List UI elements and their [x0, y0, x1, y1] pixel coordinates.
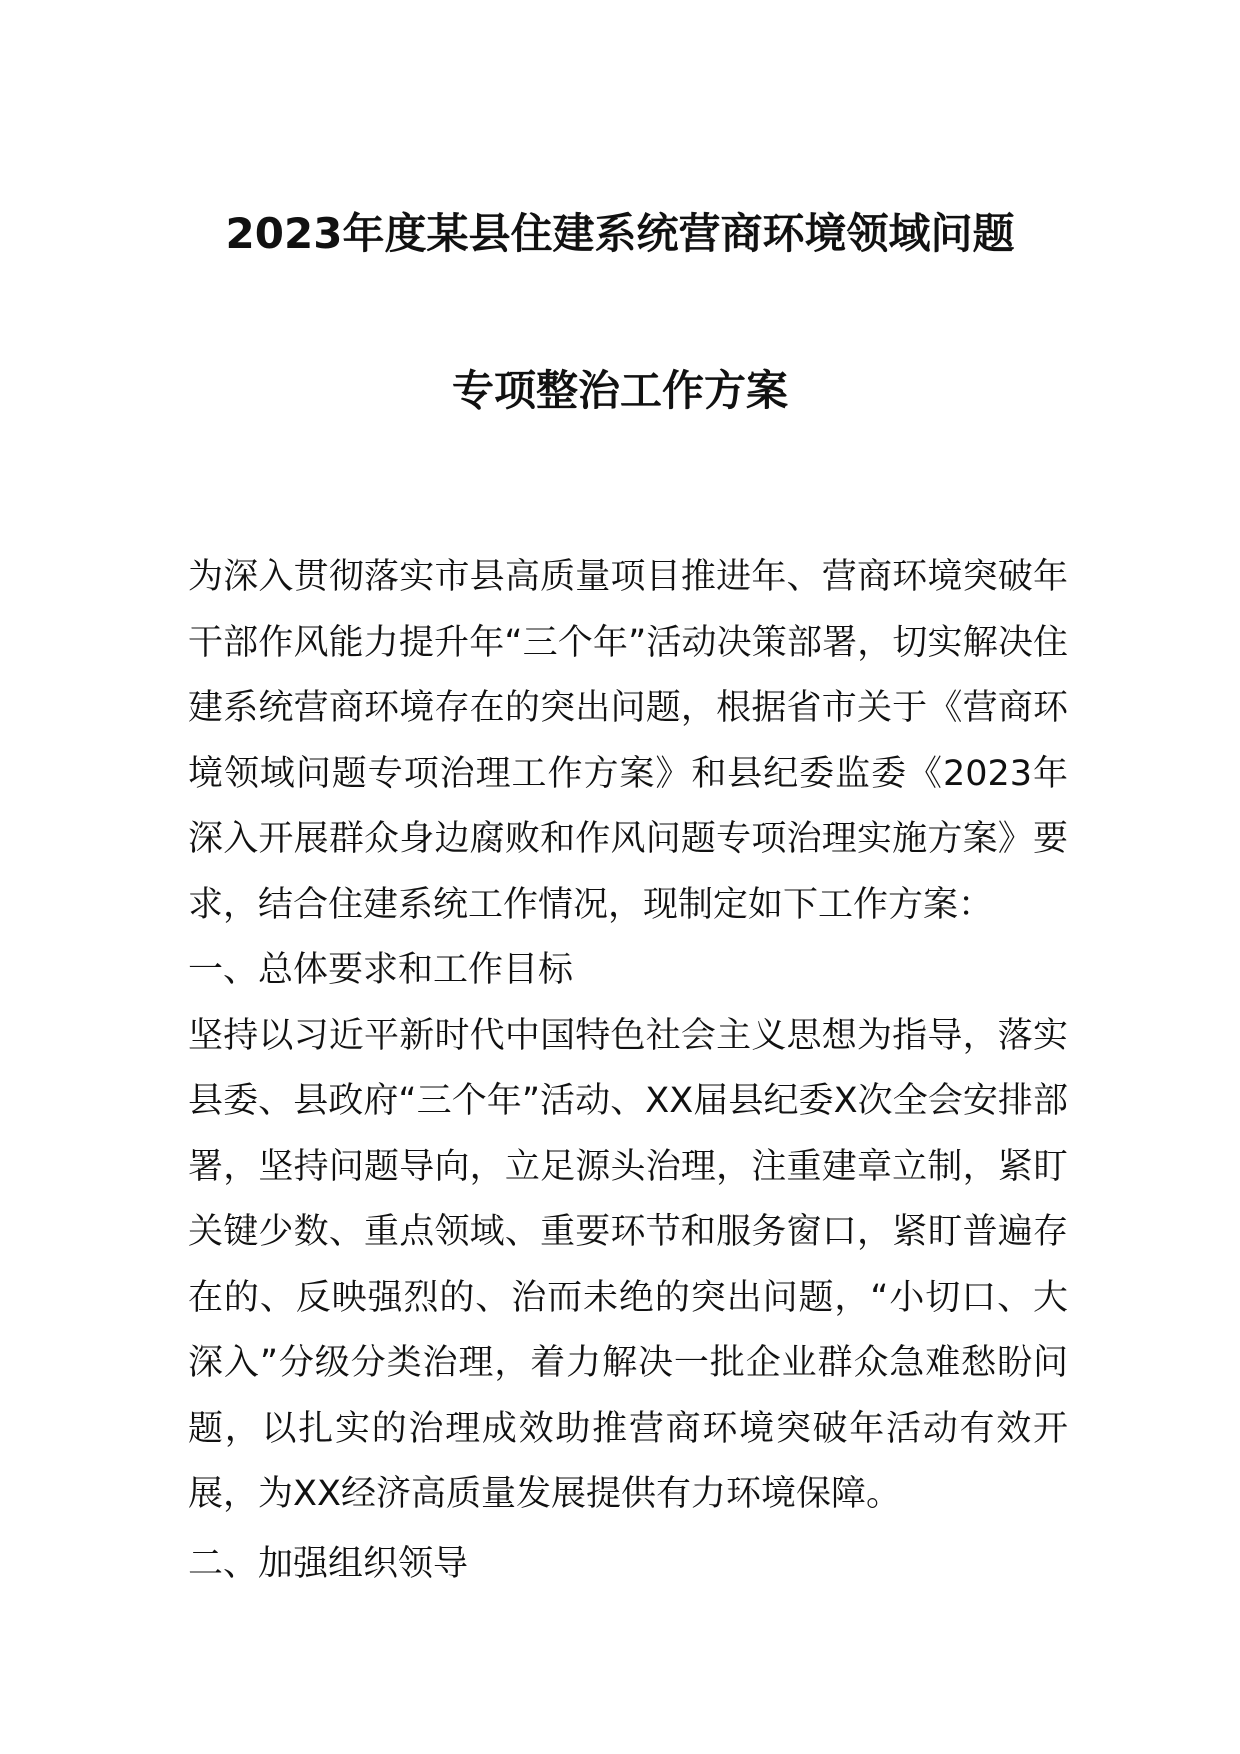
section-2-heading: 二、加强组织领导 — [188, 1543, 469, 1584]
intro-paragraph: 为深入贯彻落实市县高质量项目推进年、营商环境突破年干部作风能力提升年“三个年”活动决策部署，切实解决住建系统营商环境存在的突出问题，根据省市关于《营商环境领域问题专项治理工作方案》和县纪委监委《2023年深入开展群众身边腐败和作风问题专项治理实施方案》要求，结合住建系统工作情况，现制定如下工作方案： — [188, 557, 1068, 925]
document-body — [188, 545, 1068, 1597]
document-title-line-2: 专项整治工作方案 — [451, 366, 788, 415]
section-1-paragraph: 坚持以习近平新时代中国特色社会主义思想为指导，落实县委、县政府“三个年”活动、XX届县纪委X次全会安排部署，坚持问题导向，立足源头治理，注重建章立制，紧盯关键少数、重点领域、重要环节和服务窗口，紧盯普遍存在的、反映强烈的、治而未绝的突出问题，“小切口、大深入”分级分类治理，着力解决一批企业群众急难愁盼问题，以扎实的治理成效助推营商环境突破年活动有效开展，为XX经济高质量发展提供有力环境保障。 — [188, 1015, 1068, 1514]
section-1-heading: 一、总体要求和工作目标 — [188, 950, 574, 990]
document-title-line-1: 2023年度某县住建系统营商环境领域问题 — [225, 209, 1015, 258]
